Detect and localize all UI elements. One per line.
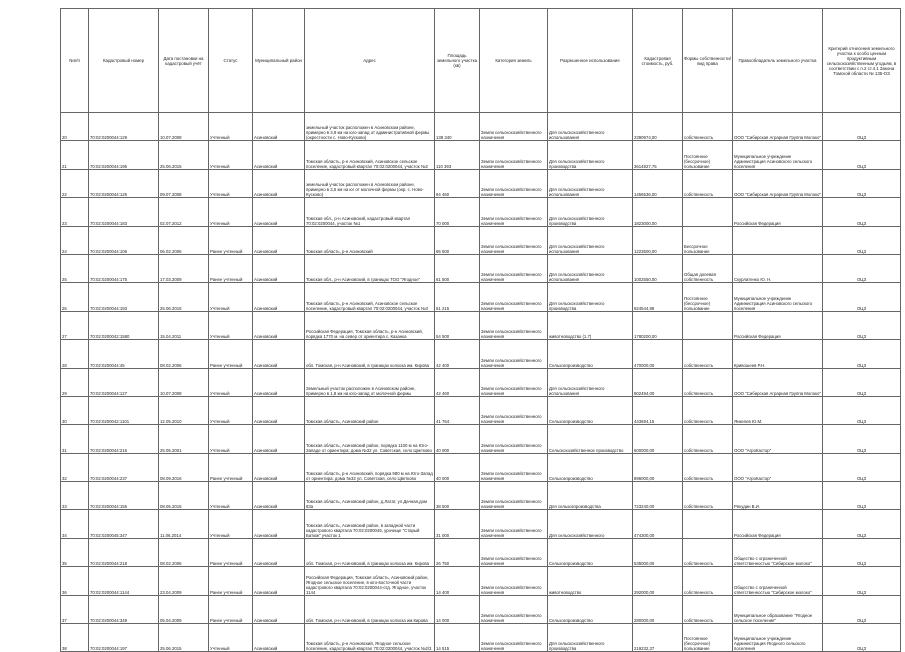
table-cell: 70:02:0200042:1101 [89, 396, 159, 424]
table-cell: Асиновский [253, 567, 305, 595]
table-cell: Асиновский [253, 538, 305, 566]
table-cell: Асиновский [253, 198, 305, 226]
table-cell: 30 [61, 396, 89, 424]
table-cell: Земли сельскохозяйственного назначения [480, 396, 548, 424]
table-cell: 08.09.2016 [159, 453, 209, 481]
table-row [61, 453, 901, 481]
header-row [61, 9, 901, 113]
table-cell: Земли сельскохозяйственного назначения [480, 538, 548, 566]
table-cell: Томская область, р-н Асиновский, Ягодное сельское поселение, кадастровый квартал 70:02:0200044, участок №2/3 [305, 624, 435, 652]
table-cell: Ряхудин В.И. [733, 482, 823, 510]
table-cell: 20 [61, 113, 89, 141]
table-cell: Томская область, Асиновский район [305, 396, 435, 424]
table-cell: собственность [683, 368, 733, 396]
table-cell: Учтенный [209, 482, 253, 510]
table-cell: 802494,00 [633, 368, 683, 396]
table-cell: 1780200,00 [633, 311, 683, 339]
table-cell: Учтенный [209, 198, 253, 226]
table-cell: 14 000 [435, 595, 480, 623]
table-cell: Учтенный [209, 311, 253, 339]
table-cell: Постоянное (бессрочное) пользование [683, 283, 733, 311]
table-cell: Земли сельскохозяйственного назначения [480, 113, 548, 141]
table-cell: Сельхозпроизводство [548, 340, 633, 368]
table-cell: Асиновский [253, 396, 305, 424]
table-cell: обл. Томская, р-н Асиновский, в границах колхоза им.Кирова [305, 595, 435, 623]
table-cell: ООО "АгроКастор" [733, 425, 823, 453]
table-cell: 36 [61, 567, 89, 595]
table-cell: 11.06.2014 [159, 510, 209, 538]
table-cell: 70:02:0200045:347 [89, 510, 159, 538]
table-cell: Сельхозпроизводство [548, 453, 633, 481]
table-cell: Асиновский [253, 425, 305, 453]
table-cell: Сельхозпроизводство [548, 538, 633, 566]
table-cell: ОЦЗ [823, 283, 901, 311]
table-cell: 26 [61, 283, 89, 311]
table-cell: собственность [683, 453, 733, 481]
table-cell: Земли сельскохозяйственного назначения [480, 226, 548, 254]
table-cell: Асиновский [253, 311, 305, 339]
table-cell: Земли сельскохозяйственного назначения [480, 624, 548, 652]
table-cell: ОЦЗ [823, 340, 901, 368]
table-cell: 65 500 [435, 226, 480, 254]
table-cell: 3614827,75 [633, 141, 683, 169]
table-cell: 14 400 [435, 567, 480, 595]
table-row [61, 254, 901, 282]
table-cell: 02.07.2012 [159, 198, 209, 226]
column-header: Разрешенное использование [548, 9, 633, 113]
table-cell: Ранее учтенный [209, 538, 253, 566]
table-cell: Асиновский [253, 595, 305, 623]
table-cell: ОЦЗ [823, 453, 901, 481]
table-cell: Учтенный [209, 141, 253, 169]
table-cell: 32 [61, 453, 89, 481]
table-cell: Сельскохозяйственное производство [548, 425, 633, 453]
table-cell: Асиновский [253, 169, 305, 197]
table-cell: ОЦЗ [823, 141, 901, 169]
table-cell: 54 500 [435, 311, 480, 339]
table-cell: 138 340 [435, 113, 480, 141]
table-cell: Томская обл., р-н Асиновский, кадастровый квартал 70:02:0200044, участок №1 [305, 198, 435, 226]
table-row [61, 169, 901, 197]
table-cell: Для сельскохозяйственного производства [548, 283, 633, 311]
table-cell: 723240,00 [633, 482, 683, 510]
table-cell: собственность [683, 567, 733, 595]
table-cell: 33 [61, 482, 89, 510]
table-cell: Земли сельскохозяйственного назначения [480, 283, 548, 311]
table-row [61, 510, 901, 538]
table-cell: 31 [61, 425, 89, 453]
table-cell: Российская Федерация, Томская область, Асиновский район, Ягодное сельское поселение, в юго-восточной части кадастрового квартала 70:02:0200044-отд. Ягодное, участок 1144 [305, 567, 435, 595]
table-cell: 26 750 [435, 538, 480, 566]
table-cell: земельный участок расположен в Асиновском районе, примерно в 3,5 км на юг от молочной фермы (окр. с. Ново-Кусково) [305, 169, 435, 197]
table-row [61, 396, 901, 424]
table-cell: собственность [683, 425, 733, 453]
table-cell: ОЦЗ [823, 226, 901, 254]
table-cell: Ранее учтенный [209, 226, 253, 254]
table-cell [733, 226, 823, 254]
column-header: Дата постановки на кадастровый учёт [159, 9, 209, 113]
table-row [61, 538, 901, 566]
table-cell: Ранее учтенный [209, 567, 253, 595]
table-cell: Учтенный [209, 425, 253, 453]
land-plots-table [60, 8, 901, 652]
table-cell: ОЦЗ [823, 425, 901, 453]
table-cell: Российская Федерация, Томская область, р-н Асиновский, порядка 1770 м. на север от ориентира с. Казанка [305, 311, 435, 339]
table-cell: 41 764 [435, 396, 480, 424]
table-cell: Земли сельскохозяйственного назначения [480, 595, 548, 623]
table-cell: 535000,00 [633, 538, 683, 566]
table-cell: Общество с ограниченной ответственностью "Сибирское молоко" [733, 538, 823, 566]
column-header: Формы собственности/вид права [683, 9, 733, 113]
table-cell: собственность [683, 482, 733, 510]
table-cell: Земли сельскохозяйственного назначения [480, 425, 548, 453]
table-cell: земельный участок расположен в Асиновском районе, примерно в 3,9 км на юго-запад от административной фермы (окрестности с. Ново-Кусково) [305, 113, 435, 141]
column-header: Статус [209, 9, 253, 113]
table-cell: Российская Федерация [733, 198, 823, 226]
table-cell: 40 000 [435, 425, 480, 453]
table-cell: 70:02:0200044:106 [89, 226, 159, 254]
column-header: Площадь земельного участка (кв) [435, 9, 480, 113]
table-cell: Учтенный [209, 624, 253, 652]
table-cell: 42 460 [435, 368, 480, 396]
table-cell: 61 215 [435, 283, 480, 311]
table-cell: Учтенный [209, 169, 253, 197]
table-cell: ОЦЗ [823, 567, 901, 595]
table-cell: ООО "АгроКастор" [733, 453, 823, 481]
table-cell: 25 [61, 254, 89, 282]
table-row [61, 482, 901, 510]
table-cell: Земли сельскохозяйственного назначения [480, 198, 548, 226]
table-cell: 443694,15 [633, 396, 683, 424]
table-cell: 2390974,00 [633, 113, 683, 141]
table-cell: Томская область, р-н Асиновский [305, 226, 435, 254]
table-cell: 70:02:0200044:45 [89, 340, 159, 368]
table-cell: 94 460 [435, 169, 480, 197]
column-header: Муниципальный район [253, 9, 305, 113]
table-cell: Асиновский [253, 141, 305, 169]
table-cell: 08.02.2006 [159, 538, 209, 566]
table-cell: Для сельскохозяйственного использования [548, 254, 633, 282]
table-cell: Земли сельскохозяйственного назначения [480, 141, 548, 169]
table-cell: Для сельскохозяйственного производства [548, 624, 633, 652]
table-cell: 14 515 [435, 624, 480, 652]
table-cell: Томская область, Асиновский район, д.Латат, ул.Дачная,дом 83а [305, 482, 435, 510]
table-cell: Скурлатенко Ю. Н. [733, 254, 823, 282]
table-cell: Асиновский [253, 624, 305, 652]
table-cell: 924544,99 [633, 283, 683, 311]
table-cell: Ранее учтенный [209, 254, 253, 282]
table-cell: 25.06.2015 [159, 283, 209, 311]
column-header: Критерий отнесения земельного участка к особо ценным продуктивным сельскохозяйственным угодьям, в соответствии с п.2 ст.4.1 Закона Томской области № 135-ОЗ [823, 9, 901, 113]
table-cell: Томская область, р-н Асиновский, порядка 980 м на Юго-Запад от ориентира: дома №32 ул. Советская, село Цветково [305, 453, 435, 481]
table-cell: ОЦЗ [823, 169, 901, 197]
table-cell: собственность [683, 113, 733, 141]
table-cell: 70:02:0200042:1580 [89, 311, 159, 339]
table-cell: 70:02:0200044:125 [89, 169, 159, 197]
table-cell: Учтенный [209, 368, 253, 396]
table-cell: 23 [61, 198, 89, 226]
table-cell: 600000,00 [633, 425, 683, 453]
table-cell: 1456536,00 [633, 169, 683, 197]
table-cell: Кривошеев Р.Н. [733, 340, 823, 368]
table-cell: 23.04.2009 [159, 567, 209, 595]
table-cell: собственность [683, 169, 733, 197]
table-cell: 42 400 [435, 340, 480, 368]
table-cell: 29 [61, 368, 89, 396]
table-cell: 37 [61, 595, 89, 623]
table-cell: 70:02:0200044:127 [89, 368, 159, 396]
table-cell: Земли сельскохозяйственного назначения [480, 311, 548, 339]
table-cell: Для сельскохозяйственного использования [548, 368, 633, 396]
table-cell: 21 [61, 141, 89, 169]
table-cell: ОЦЗ [823, 510, 901, 538]
table-cell: Томская область, Асиновский район, в западной части кадастрового квартала 70:02:0200045, урочище "Старый Батюж" участок 1 [305, 510, 435, 538]
table-cell: 70:02:0200044:193 [89, 283, 159, 311]
table-cell: 70:02:0200044:218 [89, 538, 159, 566]
table-cell: 17.03.2009 [159, 254, 209, 282]
table-cell: 10.07.2008 [159, 113, 209, 141]
table-cell: 34 [61, 510, 89, 538]
table-cell: ОЦЗ [823, 538, 901, 566]
table-cell: Для сельхозпроизводства [548, 482, 633, 510]
table-cell: 70:02:0200044:197 [89, 624, 159, 652]
table-cell: Асиновский [253, 226, 305, 254]
table-cell: Муниципальное учреждение Администрация Асиновского сельского поселения [733, 283, 823, 311]
table-row [61, 595, 901, 623]
table-cell: Российская Федерация [733, 510, 823, 538]
column-header: Кадастровая стоимость, руб. [633, 9, 683, 113]
table-cell: Земельный участок расположен в Асиновском районе, примерно в 1,8 км на юго-запад от молочной фермы [305, 368, 435, 396]
table-cell: ОЦЗ [823, 254, 901, 282]
table-cell: Ранее учтенный [209, 453, 253, 481]
table-cell: Томская область, Асиновский район, порядка 1100 м на Юго-Западе от ориентира: дома №32 ул. Советская, село Цветково [305, 425, 435, 453]
table-cell: Асиновский [253, 113, 305, 141]
table-row [61, 283, 901, 311]
table-cell: Муниципальное учреждение Администрация Асиновского сельского поселения [733, 141, 823, 169]
column-header: №п/п [61, 9, 89, 113]
table-cell: 10.07.2008 [159, 368, 209, 396]
table-cell: Российская Федерация [733, 311, 823, 339]
table-cell: 70:02:0200044:129 [89, 113, 159, 141]
table-cell: 110 393 [435, 141, 480, 169]
table-cell: Для сельскохозяйственного производства [548, 198, 633, 226]
table-cell: 31 000 [435, 510, 480, 538]
column-header: Адрес [305, 9, 435, 113]
table-cell: Для сельскохозяйственного использования [548, 169, 633, 197]
table-cell: 25.06.2015 [159, 141, 209, 169]
table-cell: собственность [683, 538, 733, 566]
table-cell: Бессрочное пользование [683, 226, 733, 254]
table-cell: Общество с ограниченной ответственностью "Сибирское молоко" [733, 567, 823, 595]
table-cell [683, 510, 733, 538]
table-cell: ООО "Сибирская Аграрная Группа Молоко" [733, 113, 823, 141]
table-cell: Томская область, р-н Асиновский, Асиновское сельское поселение, кадастровый квартал 70:02:0200044, участок №3 [305, 283, 435, 311]
table-cell: Земли сельскохозяйственного назначения [480, 340, 548, 368]
table-cell: Асиновский [253, 453, 305, 481]
table-cell: 280000,00 [633, 595, 683, 623]
table-cell: 70:02:0200044:155 [89, 482, 159, 510]
table-cell: 70:02:0200044:237 [89, 453, 159, 481]
table-cell: Муниципальное образование "Ягодное сельское поселение" [733, 595, 823, 623]
table-cell: 70:02:0200044:183 [89, 198, 159, 226]
table-row [61, 425, 901, 453]
table-cell: Земли сельскохозяйственного назначения [480, 453, 548, 481]
table-cell: 06.02.2006 [159, 226, 209, 254]
table-cell: 08.05.2015 [159, 482, 209, 510]
table-cell: 40 000 [435, 453, 480, 481]
table-cell: 70:02:0200044:1144 [89, 567, 159, 595]
table-cell: 1823000,00 [633, 198, 683, 226]
table-cell: ОЦЗ [823, 198, 901, 226]
table-cell: 27 [61, 311, 89, 339]
table-cell: 25.06.2015 [159, 624, 209, 652]
table-cell: собственность [683, 595, 733, 623]
column-header: Кадастровый номер [89, 9, 159, 113]
table-cell: Сельхозпроизводство [548, 396, 633, 424]
table-cell: обл. Томская, р-н Асиновский, в границах колхоза им. Кирова [305, 340, 435, 368]
table-cell: 70 000 [435, 198, 480, 226]
table-row [61, 368, 901, 396]
table-cell: Общая долевая собственность [683, 254, 733, 282]
table-cell: 28 [61, 340, 89, 368]
table-row [61, 340, 901, 368]
table-cell: 896000,00 [633, 453, 683, 481]
table-cell: 38 500 [435, 482, 480, 510]
table-row [61, 141, 901, 169]
table-cell [683, 311, 733, 339]
table-cell: Для сельскохозяйственного использования [548, 113, 633, 141]
table-cell: Земли сельскохозяйственного назначения [480, 482, 548, 510]
table-cell: Земли сельскохозяйственного назначения [480, 368, 548, 396]
table-row [61, 624, 901, 652]
table-cell: 1223500,00 [633, 226, 683, 254]
table-cell: Сельхозпроизводство [548, 595, 633, 623]
table-cell: 12.05.2010 [159, 396, 209, 424]
table-row [61, 311, 901, 339]
table-cell: Томская область, р-н Асиновский, Асиновское сельское поселение, кадастровый квартал 70:02:0200044, участок №2 [305, 141, 435, 169]
table-cell: 22 [61, 169, 89, 197]
table-cell: Асиновский [253, 368, 305, 396]
table-cell: ОЦЗ [823, 113, 901, 141]
table-cell: Учтенный [209, 396, 253, 424]
table-cell: 292000,00 [633, 567, 683, 595]
table-cell: 61 500 [435, 254, 480, 282]
table-cell: ООО "Сибирская Аграрная Группа Молоко" [733, 368, 823, 396]
table-cell: Асиновский [253, 254, 305, 282]
table-cell: Для сельскохозяйственного использования [548, 226, 633, 254]
table-cell: 24 [61, 226, 89, 254]
table-cell [683, 198, 733, 226]
table-cell: собственность [683, 396, 733, 424]
table-row [61, 113, 901, 141]
table-cell: животноводство (1.7) [548, 311, 633, 339]
table-cell: 474300,00 [633, 510, 683, 538]
table-body [61, 113, 901, 652]
table-cell: обл. Томская, р-н Асиновский, в границах колхоза им. Кирова [305, 538, 435, 566]
table-cell: 05.04.2009 [159, 595, 209, 623]
table-cell: Для сельскохозяйственного [548, 510, 633, 538]
table-cell: Ранее учтенный [209, 340, 253, 368]
table-cell: Янкелев Ю.М. [733, 396, 823, 424]
table-cell: 09.07.2008 [159, 169, 209, 197]
spreadsheet [60, 8, 900, 652]
table-cell: животноводство [548, 567, 633, 595]
table-cell: Томская обл., р-н Асиновский, в границах ТОО "Ягодное" [305, 254, 435, 282]
table-cell: ОЦЗ [823, 311, 901, 339]
table-cell: 25.05.2001 [159, 425, 209, 453]
table-cell: ОЦЗ [823, 595, 901, 623]
table-cell: Асиновский [253, 283, 305, 311]
column-header: Категория земель [480, 9, 548, 113]
table-cell: Муниципальное учреждение Администрация Ягодного сельского поселения [733, 624, 823, 652]
table-cell: 470000,00 [633, 340, 683, 368]
table-row [61, 567, 901, 595]
table-cell: 38 [61, 624, 89, 652]
table-cell: Асиновский [253, 510, 305, 538]
table-cell: 70:02:0200044:175 [89, 254, 159, 282]
table-cell: собственность [683, 340, 733, 368]
table-cell: 70:02:0200044:349 [89, 595, 159, 623]
table-cell: Учтенный [209, 113, 253, 141]
table-cell: Для сельскохозяйственного производства [548, 141, 633, 169]
table-cell: ООО "Сибирская Аграрная Группа Молоко" [733, 169, 823, 197]
table-cell: Постоянное (бессрочное) пользование [683, 624, 733, 652]
table-cell: Учтенный [209, 510, 253, 538]
table-row [61, 198, 901, 226]
table-cell: 35 [61, 538, 89, 566]
table-cell: ОЦЗ [823, 624, 901, 652]
table-cell: Ранее учтенный [209, 595, 253, 623]
table-cell: Асиновский [253, 340, 305, 368]
table-cell: 70:02:0200044:216 [89, 425, 159, 453]
table-cell: Постоянное (бессрочное) пользование [683, 141, 733, 169]
table-cell: ОЦЗ [823, 482, 901, 510]
table-cell: ОЦЗ [823, 368, 901, 396]
table-cell: 15.04.2011 [159, 311, 209, 339]
table-cell: 08.02.2006 [159, 340, 209, 368]
table-cell: ОЦЗ [823, 396, 901, 424]
table-cell: 1002550,00 [633, 254, 683, 282]
table-cell: 70:02:0200044:196 [89, 141, 159, 169]
table-cell: Асиновский [253, 482, 305, 510]
table-cell: Земли сельскохозяйственного назначения [480, 510, 548, 538]
column-header: Правообладатель земельного участка [733, 9, 823, 113]
table-cell: Учтенный [209, 283, 253, 311]
table-cell: Земли сельскохозяйственного назначения [480, 567, 548, 595]
table-cell: Земли сельскохозяйственного назначения [480, 169, 548, 197]
table-row [61, 226, 901, 254]
table-cell: Земли сельскохозяйственного назначения [480, 254, 548, 282]
table-cell: 219232,37 [633, 624, 683, 652]
